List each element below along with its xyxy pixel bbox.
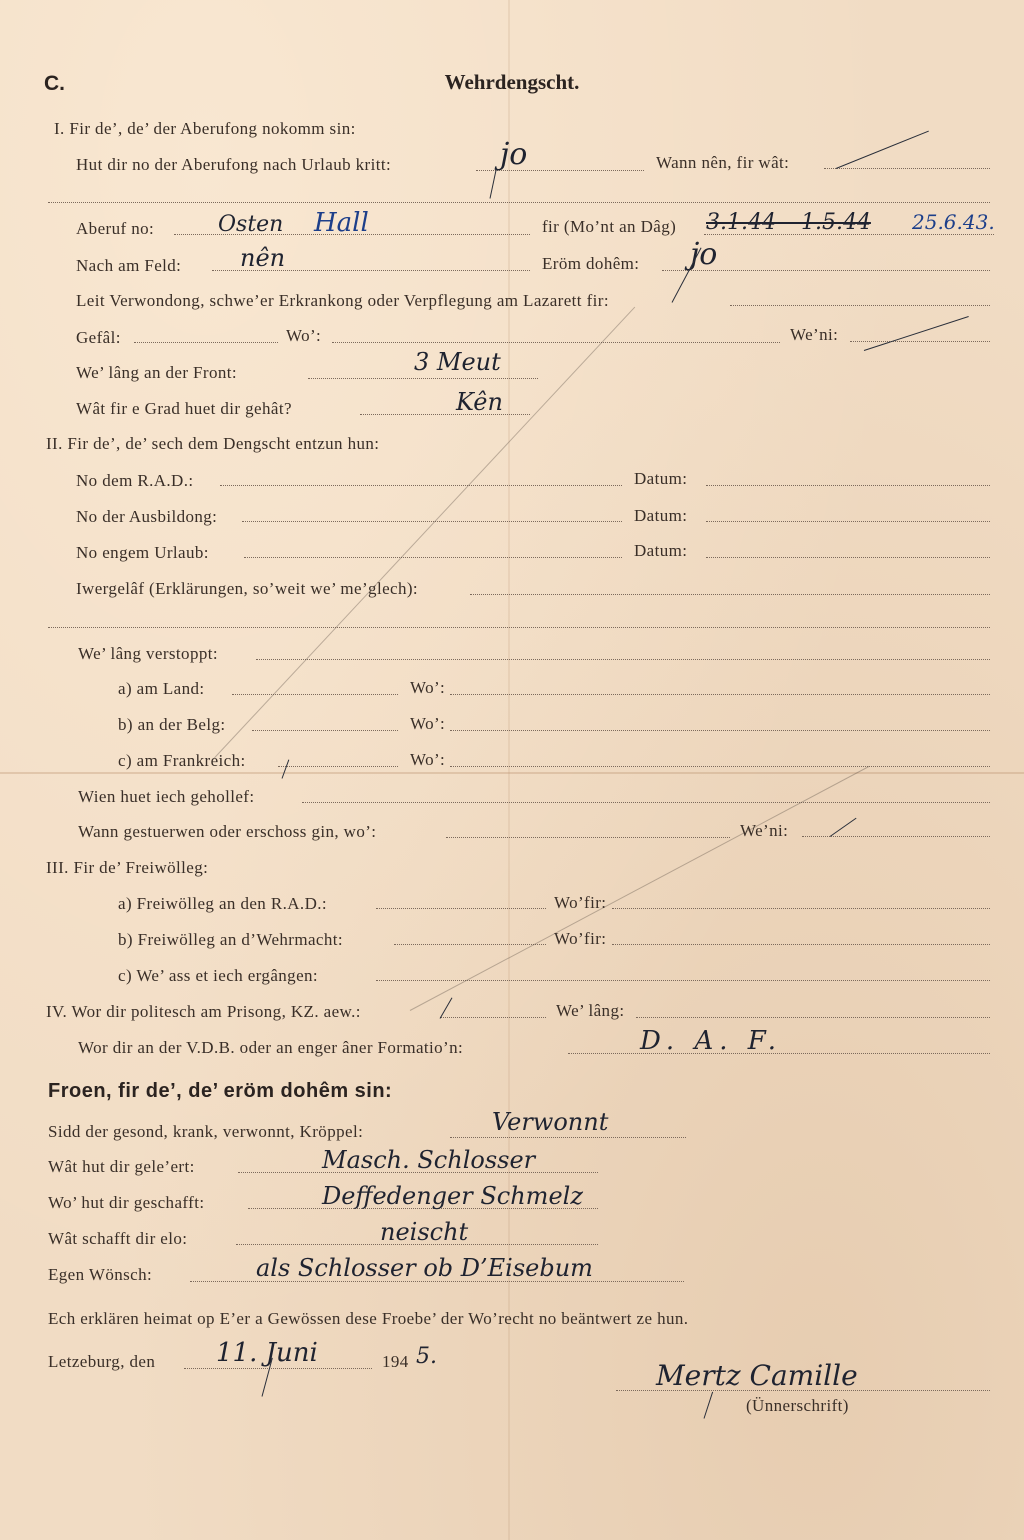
rad-datum-line <box>706 485 990 486</box>
land-line <box>232 694 398 695</box>
form-letter: C. <box>44 72 65 95</box>
signature: Mertz Camille <box>656 1359 858 1392</box>
grad-value: Kên <box>456 388 503 416</box>
elo-label: Wât schafft dir elo: <box>48 1229 188 1248</box>
geleert-label: Wât hut dir gele’ert: <box>48 1157 195 1176</box>
signature-label: (Ünnerschrift) <box>746 1396 849 1415</box>
gefal-wo-line <box>332 342 780 343</box>
belg-line <box>252 730 398 731</box>
freiwolleg-rad-wofir-line <box>612 908 990 909</box>
frankreich-label: c) am Frankreich: <box>118 751 246 770</box>
urlaub-value: jo <box>500 137 528 172</box>
frankreich-wo-label: Wo’: <box>410 750 446 769</box>
ausbildong-label: No der Ausbildong: <box>76 507 218 526</box>
declaration-text: Ech erklären heimat op E’er a Gewössen dese Froebe’ der Wo’recht no beäntwert ze hun. <box>48 1309 689 1328</box>
gesond-line <box>450 1137 686 1138</box>
lazarett-label: Leit Verwondong, schwe’er Erkrankong oder Verpflegung am Lazarett fir: <box>76 291 609 310</box>
verstoppt-line <box>256 659 990 660</box>
gehollef-label: Wien huet iech gehollef: <box>78 787 255 806</box>
paper-fold-line <box>0 772 1024 774</box>
froen-heading: Froen, fir de’, de’ eröm dohêm sin: <box>48 1080 393 1102</box>
gestuerwen-label: Wann gestuerwen oder erschoss gin, wo’: <box>78 822 377 841</box>
section1-heading: I. Fir de’, de’ der Aberufong nokomm sin: <box>54 119 356 138</box>
wann-label: Wann nên, fir wât: <box>656 153 790 172</box>
grad-line <box>360 414 530 415</box>
section3-heading: III. Fir de’ Freiwölleg: <box>46 858 209 877</box>
year-prefix: 194 <box>382 1352 409 1371</box>
prisong-line <box>440 1017 546 1018</box>
belg-wo-label: Wo’: <box>410 714 446 733</box>
gefal-line <box>134 342 278 343</box>
section2-heading: II. Fir de’, de’ sech dem Dengscht entzun hun: <box>46 434 380 453</box>
land-wo-line <box>450 694 990 695</box>
aberuf-value-2: Hall <box>314 208 369 238</box>
aberuf-label: Aberuf no: <box>76 219 155 238</box>
freiwolleg-rad-line <box>376 908 546 909</box>
datum-label: fir (Mo’nt an Dâg) <box>542 217 677 236</box>
engem-urlaub-label: No engem Urlaub: <box>76 543 209 562</box>
year-digit: 5. <box>416 1344 437 1369</box>
urlaub-datum-line <box>706 557 990 558</box>
pen-stroke <box>440 997 453 1018</box>
gefal-wo-label: Wo’: <box>286 326 322 345</box>
pen-stroke <box>864 316 969 351</box>
freiwolleg-rad-label: a) Freiwölleg an den R.A.D.: <box>118 894 328 913</box>
gesond-value: Verwonnt <box>492 1108 609 1136</box>
freiwolleg-wehrmacht-wofir-line <box>612 944 990 945</box>
frankreich-line <box>278 766 398 767</box>
form-title: Wehrdengscht. <box>444 70 580 94</box>
doheem-label: Eröm dohêm: <box>542 254 640 273</box>
urlaub-label: Hut dir no der Aberufong nach Urlaub kritt: <box>76 155 392 174</box>
wann-line <box>824 168 990 169</box>
datum-value: 25.6.43. <box>912 210 995 234</box>
geschafft-value: Deffedenger Schmelz <box>322 1182 583 1210</box>
pen-stroke <box>836 131 929 169</box>
land-label: a) am Land: <box>118 679 205 698</box>
pen-stroke <box>490 169 497 199</box>
gefal-weni-label: We’ni: <box>790 325 839 344</box>
prisong-lang-label: We’ lâng: <box>556 1001 625 1020</box>
iwergelaf-line <box>470 594 990 595</box>
front-value: 3 Meut <box>414 348 501 376</box>
iwergelaf-label: Iwergelâf (Erklärungen, so’weit we’ me’glech): <box>76 579 419 598</box>
freiwolleg-rad-wofir-label: Wo’fir: <box>554 893 607 912</box>
prisong-label: IV. Wor dir politesch am Prisong, KZ. aew.: <box>46 1002 361 1021</box>
engem-urlaub-line <box>244 557 622 558</box>
pen-stroke <box>830 818 857 837</box>
feld-value: nên <box>240 244 286 272</box>
gefal-weni-line <box>850 341 990 342</box>
urlaub-datum-label: Datum: <box>634 541 688 560</box>
freiwolleg-wehrmacht-label: b) Freiwölleg an d’Wehrmacht: <box>118 930 344 949</box>
geleert-value: Masch. Schlosser <box>322 1146 536 1174</box>
lazarett-line <box>730 305 990 306</box>
pen-stroke <box>282 760 290 779</box>
pen-stroke <box>704 1392 714 1419</box>
wonsch-label: Egen Wönsch: <box>48 1265 153 1284</box>
verstoppt-label: We’ lâng verstoppt: <box>78 644 218 663</box>
ausbildong-datum-label: Datum: <box>634 506 688 525</box>
wonsch-value: als Schlosser ob D’Eisebum <box>256 1254 593 1282</box>
rad-datum-label: Datum: <box>634 469 688 488</box>
elo-value: neischt <box>380 1218 469 1246</box>
gefal-label: Gefâl: <box>76 328 121 347</box>
gestuerwen-weni-label: We’ni: <box>740 821 789 840</box>
section1-extra-line <box>48 202 990 203</box>
iwergelaf-line-2 <box>48 627 990 628</box>
ergangen-label: c) We’ ass et iech ergângen: <box>118 966 319 985</box>
front-label: We’ lâng an der Front: <box>76 363 238 382</box>
belg-label: b) an der Belg: <box>118 715 226 734</box>
grad-label: Wât fir e Grad huet dir gehât? <box>76 399 292 418</box>
gestuerwen-line <box>446 837 730 838</box>
datum-struck-value: 3.1.44 – 1.5.44 <box>706 210 871 235</box>
frankreich-wo-line <box>450 766 990 767</box>
gehollef-line <box>302 802 990 803</box>
gesond-label: Sidd der gesond, krank, verwonnt, Kröppel: <box>48 1122 364 1141</box>
front-line <box>308 378 538 379</box>
belg-wo-line <box>450 730 990 731</box>
rad-label: No dem R.A.D.: <box>76 471 194 490</box>
place-label: Letzeburg, den <box>48 1352 156 1371</box>
prisong-lang-line <box>636 1017 990 1018</box>
date-value: 11. Juni <box>216 1338 318 1368</box>
freiwolleg-wehrmacht-wofir-label: Wo’fir: <box>554 929 607 948</box>
vdb-value: D. A. F. <box>640 1026 783 1056</box>
datum-line <box>704 234 994 235</box>
pen-stroke <box>672 248 702 303</box>
geschafft-label: Wo’ hut dir geschafft: <box>48 1193 205 1212</box>
rad-line <box>220 485 622 486</box>
date-line <box>184 1368 372 1369</box>
feld-label: Nach am Feld: <box>76 256 182 275</box>
vdb-label: Wor dir an der V.D.B. oder an enger âner Formatio’n: <box>78 1038 464 1057</box>
ausbildong-datum-line <box>706 521 990 522</box>
aberuf-value-1: Osten <box>218 212 284 237</box>
land-wo-label: Wo’: <box>410 678 446 697</box>
freiwolleg-wehrmacht-line <box>394 944 546 945</box>
doheem-value: jo <box>690 237 718 272</box>
